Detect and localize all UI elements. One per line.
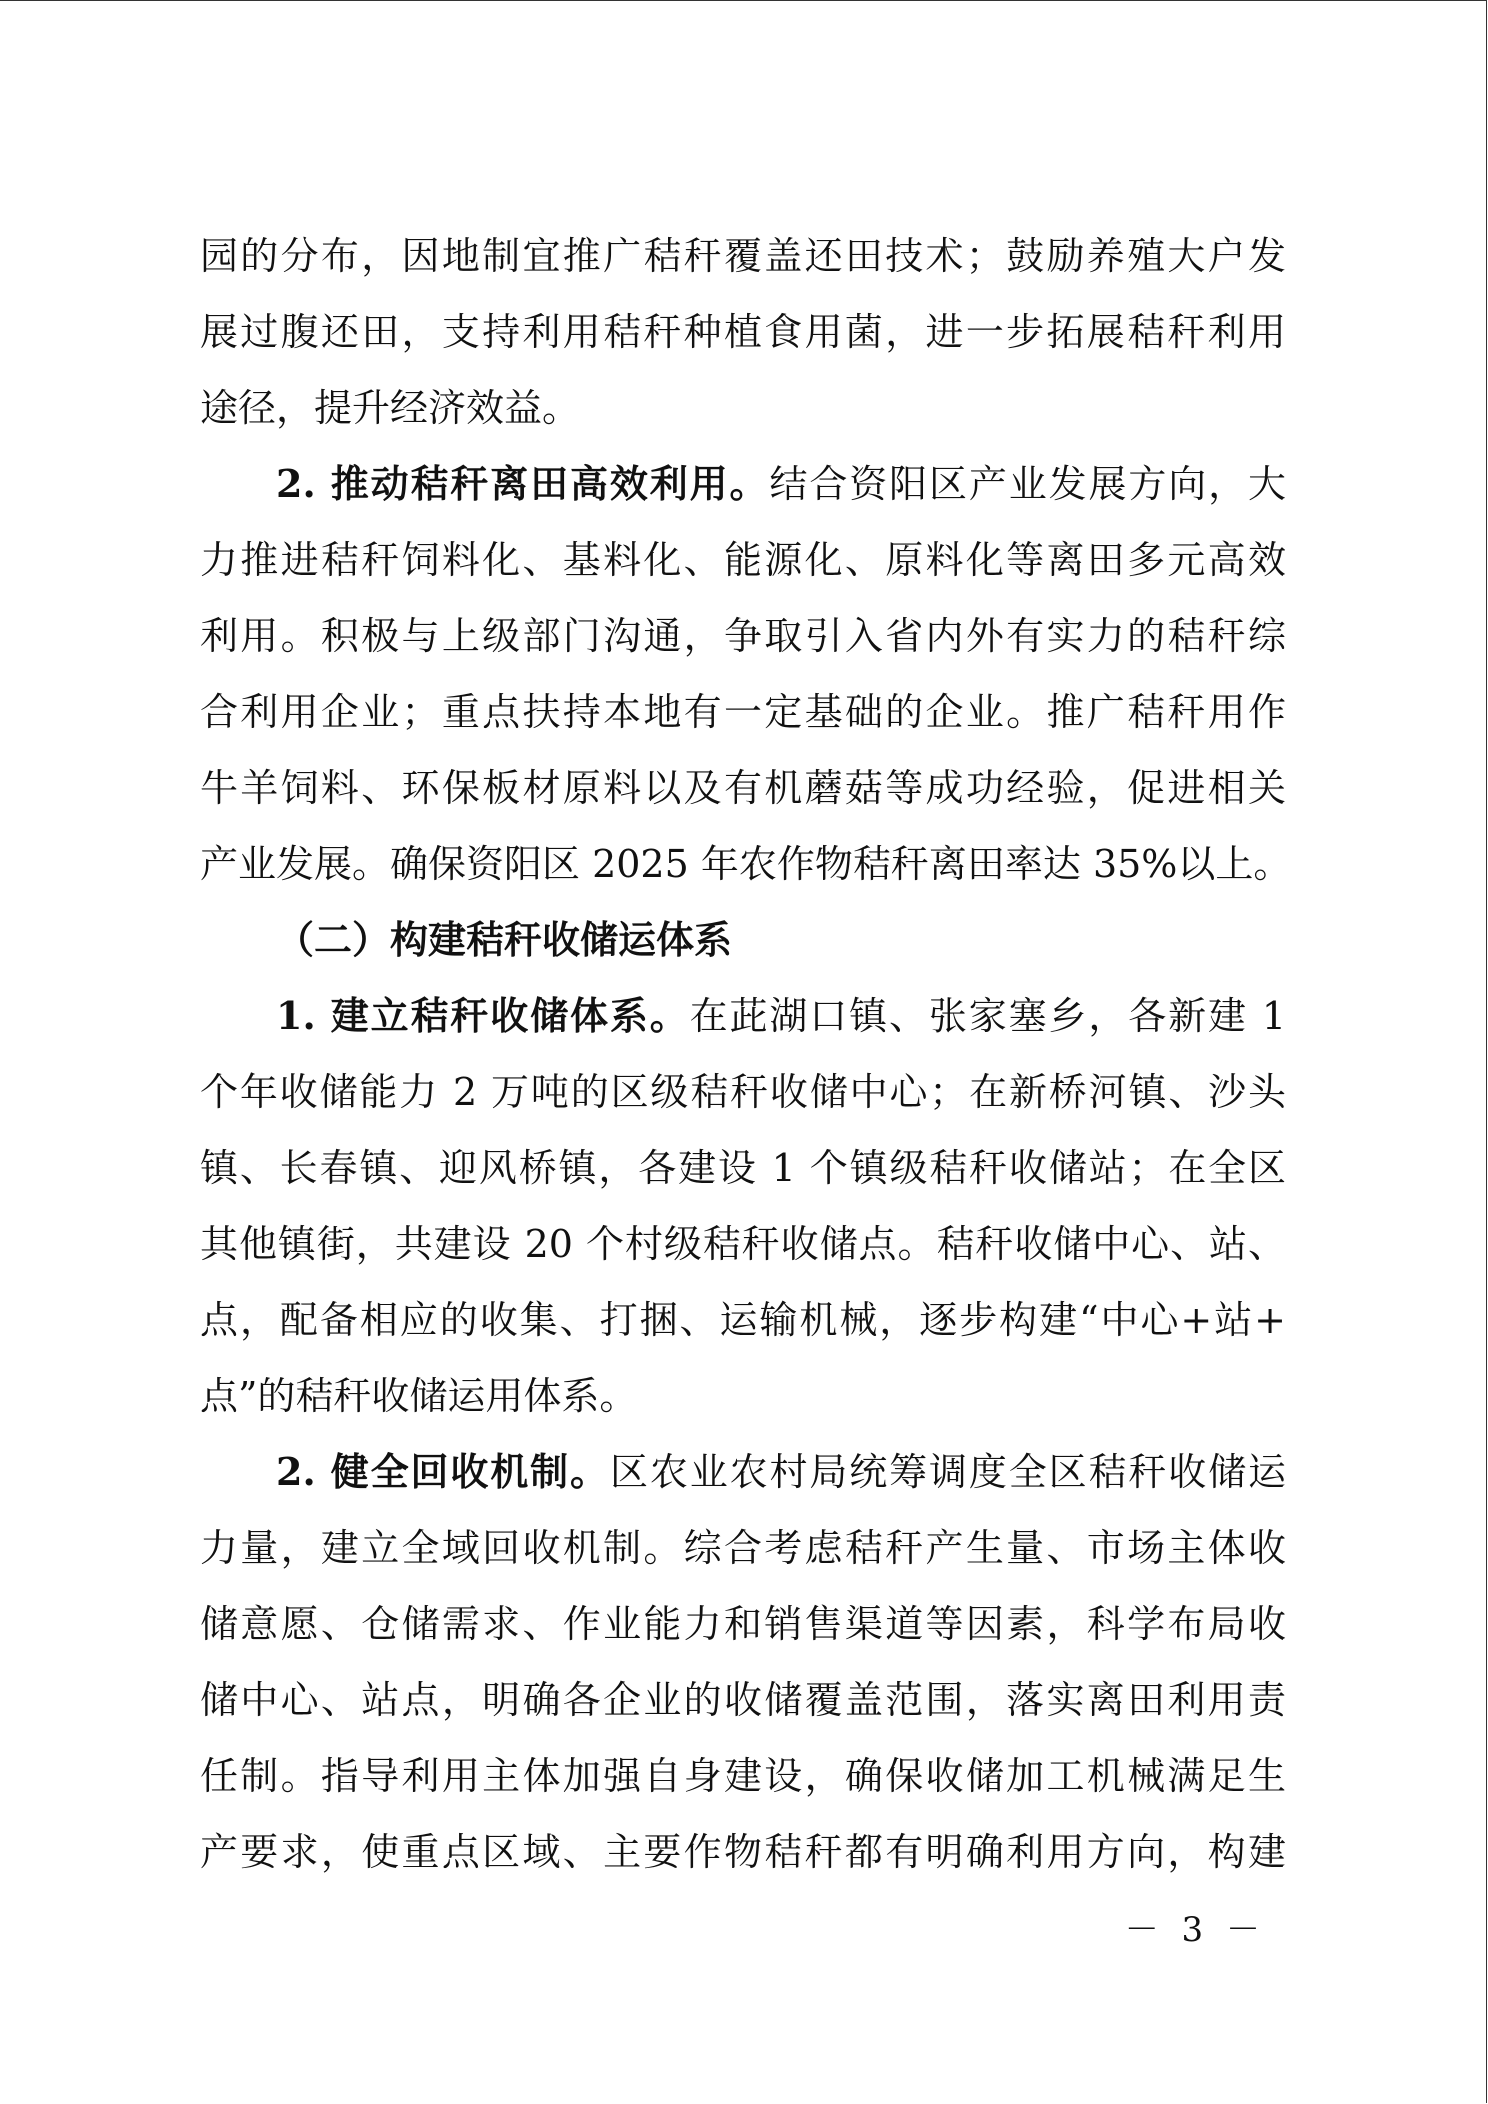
paragraph-text: 结合资阳区产业发展方向，大 [769,462,1286,506]
document-body [200,218,1292,1890]
text-line: 任制。指导利用主体加强自身建设，确保收储加工机械满足生 [200,1754,1286,1798]
text-line: 点”的秸秆收储运用体系。 [200,1374,638,1418]
section-heading: （二）构建秸秆收储运体系 [276,917,733,962]
text-line: 储意愿、仓储需求、作业能力和销售渠道等因素，科学布局收 [200,1602,1286,1646]
text-line [200,446,1286,522]
text-line: 点，配备相应的收集、打捆、运输机械，逐步构建“中心+站+ [200,1298,1286,1342]
paragraph-2 [200,446,1292,902]
text-line: 其他镇街，共建设 20 个村级秸秆收储点。秸秆收储中心、站、 [200,1222,1286,1266]
text-line: 牛羊饲料、环保板材原料以及有机蘑菇等成功经验，促进相关 [200,766,1286,810]
paragraph-title: 2. 健全回收机制。 [276,1449,610,1494]
paragraph-text: 在茈湖口镇、张家塞乡，各新建 1 [689,994,1286,1038]
text-line: 力量，建立全域回收机制。综合考虑秸秆产生量、市场主体收 [200,1526,1286,1570]
text-line: 镇、长春镇、迎风桥镇，各建设 1 个镇级秸秆收储站；在全区 [200,1146,1286,1190]
text-line: 途径，提升经济效益。 [200,386,581,430]
text-line: 个年收储能力 2 万吨的区级秸秆收储中心；在新桥河镇、沙头 [200,1070,1286,1114]
text-line: 产要求，使重点区域、主要作物秸秆都有明确利用方向，构建 [200,1830,1286,1874]
paragraph-3 [200,978,1286,1434]
text-line: 利用。积极与上级部门沟通，争取引入省内外有实力的秸秆综 [200,614,1286,658]
text-line [200,1434,1286,1510]
paragraph-title: 1. 建立秸秆收储体系。 [276,993,690,1038]
paragraph-text: 区农业农村局统筹调度全区秸秆收储运 [609,1450,1286,1494]
text-line: 合利用企业；重点扶持本地有一定基础的企业。推广秸秆用作 [200,690,1286,734]
text-line [200,978,1286,1054]
text-line: 储中心、站点，明确各企业的收储覆盖范围，落实离田利用责 [200,1678,1286,1722]
text-line: 展过腹还田，支持利用秸秆种植食用菌，进一步拓展秸秆利用 [200,310,1286,354]
paragraph-4 [200,1434,1286,1890]
paragraph-title: 2. 推动秸秆离田高效利用。 [276,461,770,506]
text-line: 园的分布，因地制宜推广秸秆覆盖还田技术；鼓励养殖大户发 [200,234,1286,278]
page-number: － 3 － [1124,1910,1266,1950]
paragraph-1 [200,218,1286,446]
text-line: 力推进秸秆饲料化、基料化、能源化、原料化等离田多元高效 [200,538,1286,582]
text-line: 产业发展。确保资阳区 2025 年农作物秸秆离田率达 35%以上。 [200,842,1292,886]
